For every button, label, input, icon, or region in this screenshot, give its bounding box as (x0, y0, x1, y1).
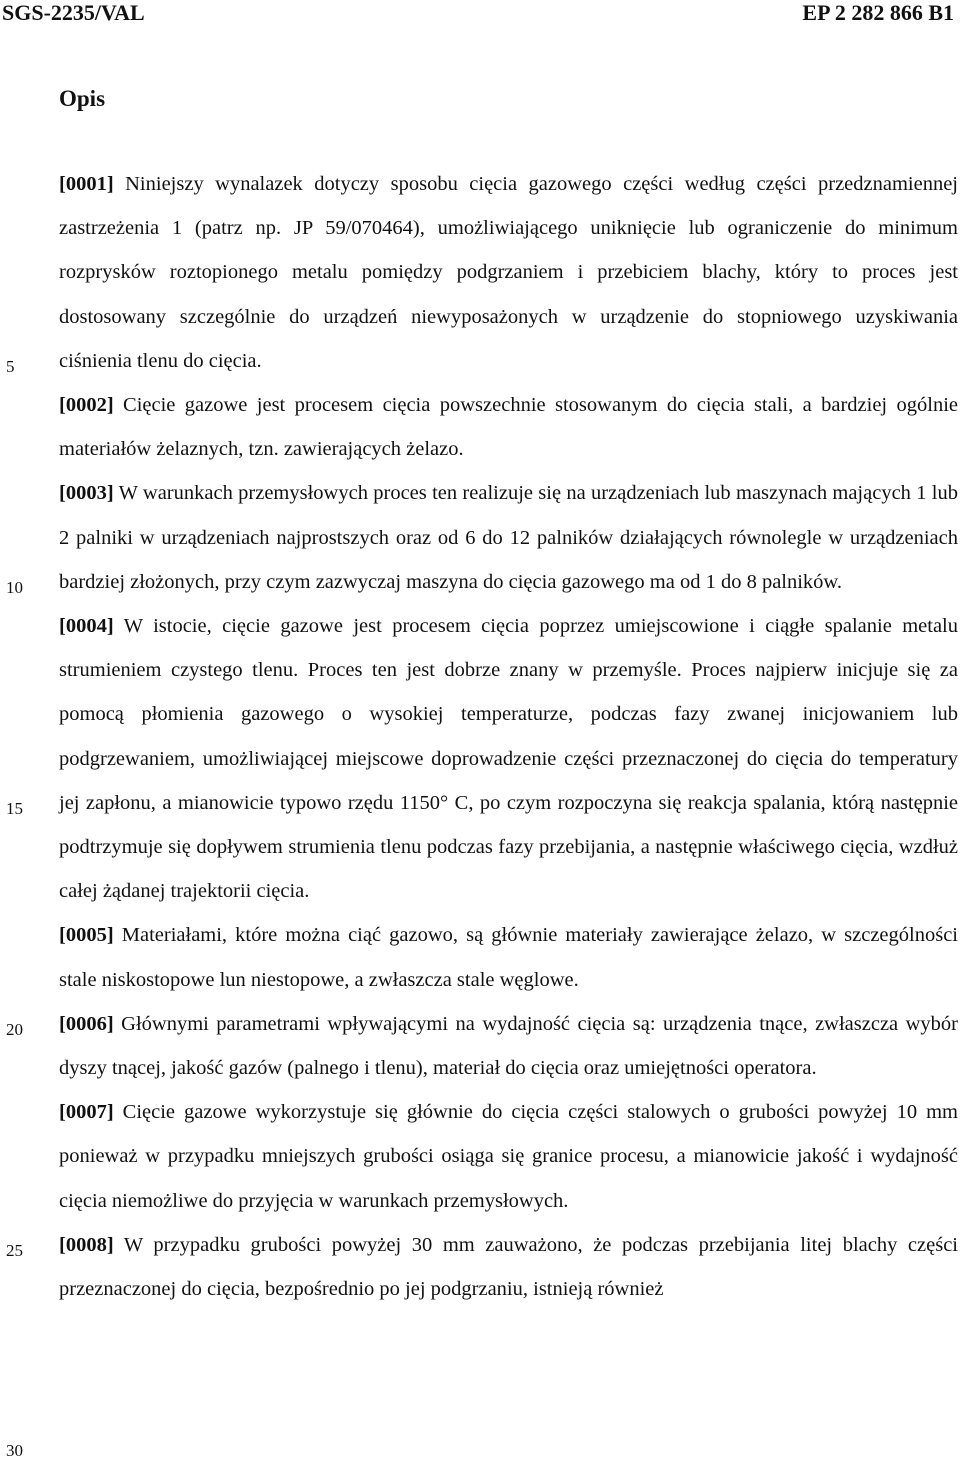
paragraph-ref: [0003] (59, 482, 114, 505)
paragraph-ref: [0007] (59, 1101, 114, 1124)
paragraph-0003 (59, 471, 958, 604)
paragraph-0002 (59, 383, 958, 471)
paragraph-ref: [0002] (59, 394, 114, 417)
document-body (59, 162, 958, 1311)
paragraph-text: Cięcie gazowe wykorzystuje się głównie do cięcia części stalowych o grubości powyżej 10 mm ponieważ w przypadku mniejszych grubości osiąga się granice procesu, a mianowicie jakość i wydajność cięcia niemożliwe do przyjęcia w warunkach przemysłowych. (59, 1101, 958, 1212)
line-number: 15 (6, 799, 23, 818)
paragraph-text: W warunkach przemysłowych proces ten realizuje się na urządzeniach lub maszynach mających 1 lub 2 palniki w urządzeniach najprostszych oraz od 6 do 12 palników działających równolegle w urządzeniach bardziej złożonych, przy czym zazwyczaj maszyna do cięcia gazowego ma od 1 do 8 palników. (59, 482, 958, 593)
paragraph-0006 (59, 1002, 958, 1090)
paragraph-ref: [0008] (59, 1233, 114, 1256)
paragraph-text: Głównymi parametrami wpływającymi na wydajność cięcia są: urządzenia tnące, zwłaszcza wybór dyszy tnącej, jakość gazów (palnego i tlenu), materiał do cięcia oraz umiejętności operatora. (59, 1012, 959, 1080)
paragraph-ref: [0005] (59, 924, 114, 947)
document-reference: SGS-2235/VAL (2, 0, 145, 25)
paragraph-0007 (59, 1090, 958, 1223)
paragraph-0004 (59, 604, 958, 913)
paragraph-ref: [0001] (59, 173, 114, 195)
document-header (0, 0, 960, 26)
paragraph-text: W istocie, cięcie gazowe jest procesem cięcia poprzez umiejscowione i ciągłe spalanie metalu strumieniem czystego tlenu. Proces ten jest dobrze znany w przemyśle. Proces najpierw inicjuje się za pomocą płomienia gazowego o wysokiej temperaturze, podczas fazy zwanej inicjowaniem lub podgrzewaniem, umożliwiającej miejscowe doprowadzenie części przeznaczonej do cięcia do temperatury jej zapłonu, a mianowicie typowo rzędu 1150° C, po czym rozpoczyna się reakcja spalania, którą następnie podtrzymuje się dopływem strumienia tlenu podczas fazy przebijania, a następnie właściwego cięcia, wzdłuż całej żądanej trajektorii cięcia. (59, 615, 958, 903)
paragraph-text: Niniejszy wynalazek dotyczy sposobu cięcia gazowego części według części przedznamiennej zastrzeżenia 1 (patrz np. JP 59/070464), umożliwiającego uniknięcie lub ograniczenie do minimum rozprysków roztopionego metalu pomiędzy podgrzaniem i przebiciem blachy, który to proces jest dostosowany szczególnie do urządzeń niewyposażonych w urządzenie do stopniowego uzyskiwania ciśnienia tlenu do cięcia. (59, 173, 958, 372)
paragraph-0005 (59, 913, 958, 1001)
section-title: Opis (59, 86, 106, 111)
paragraph-ref: [0006] (59, 1012, 114, 1035)
paragraph-text: Materiałami, które można ciąć gazowo, są głównie materiały zawierające żelazo, w szczególności stale niskostopowe lun niestopowe, a zwłaszcza stale węglowe. (59, 924, 958, 991)
paragraph-0008 (59, 1223, 958, 1311)
paragraph-text: Cięcie gazowe jest procesem cięcia powszechnie stosowanym do cięcia stali, a bardziej ogólnie materiałów żelaznych, tzn. zawierających żelazo. (59, 394, 958, 461)
paragraph-ref: [0004] (59, 615, 114, 638)
line-number: 10 (6, 578, 23, 597)
line-number: 25 (6, 1241, 23, 1260)
paragraph-text: W przypadku grubości powyżej 30 mm zauważono, że podczas przebijania litej blachy części przeznaczonej do cięcia, bezpośrednio po jej podgrzaniu, istnieją również (59, 1233, 958, 1301)
line-number: 30 (6, 1441, 23, 1460)
patent-number: EP 2 282 866 B1 (802, 0, 954, 25)
line-number-margin (0, 0, 40, 1464)
line-number: 20 (6, 1020, 23, 1039)
line-number: 5 (6, 357, 15, 376)
paragraph-0001 (59, 162, 958, 383)
